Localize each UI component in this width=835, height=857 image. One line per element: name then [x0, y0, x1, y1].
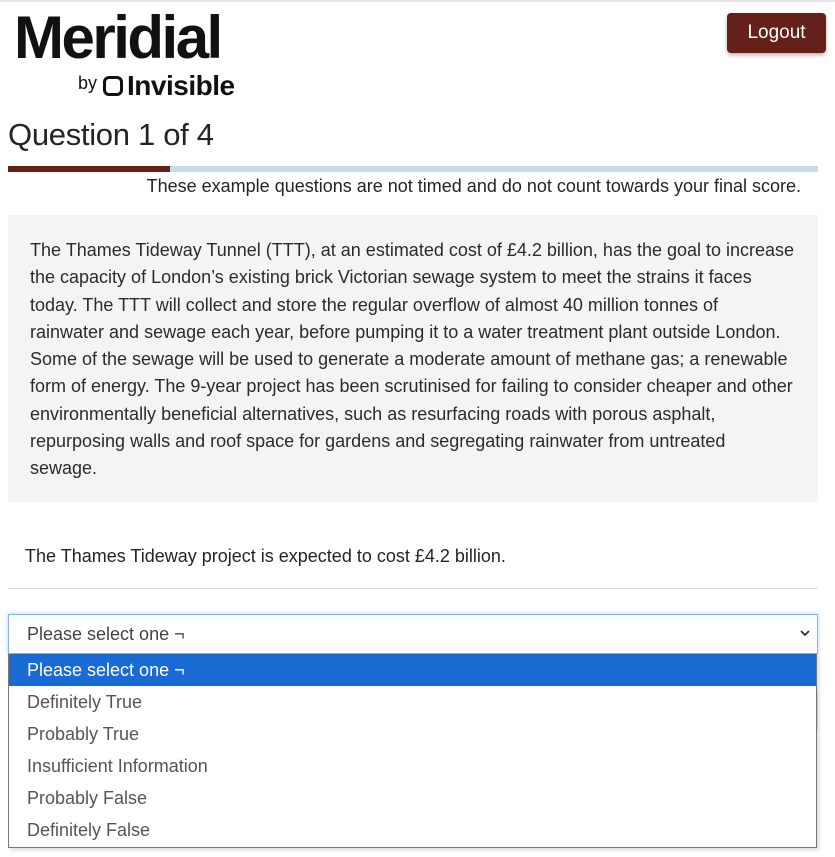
practice-notice: These example questions are not timed and do not count towards your final score. [146, 176, 801, 196]
invisible-ring-icon [103, 76, 123, 96]
logo-brand-text: Invisible [127, 70, 235, 101]
question-title: Question 1 of 4 [8, 117, 214, 152]
logout-button[interactable]: Logout [727, 13, 826, 53]
option-probably-true[interactable]: Probably True [27, 723, 140, 744]
option-insufficient-information[interactable]: Insufficient Information [27, 755, 208, 776]
answer-select-value: Please select one ¬ [27, 623, 185, 644]
option-probably-false[interactable]: Probably False [27, 787, 148, 808]
option-definitely-false[interactable]: Definitely False [27, 819, 151, 840]
answer-dropdown-list [8, 654, 817, 848]
answer-select[interactable] [8, 614, 818, 654]
meridial-logo [14, 6, 254, 102]
logo-by-text: by [78, 72, 98, 93]
logo-wordmark: Meridial [14, 4, 221, 71]
divider [8, 588, 818, 589]
logo-subtitle [78, 70, 235, 102]
progress-bar [8, 166, 818, 172]
option-definitely-true[interactable]: Definitely True [27, 691, 143, 712]
passage-text: The Thames Tideway Tunnel (TTT), at an estimated cost of £4.2 billion, has the goal to increase the capacity of London’s existing brick Victorian sewage system to meet the strains it faces today. The TTT will collect and store the regular overflow of almost 40 million tonnes of rainwater and sewage each year, before pumping it to a water treatment plant outside London. Some of the sewage will be used to generate a moderate amount of methane gas; a renewable form of energy. The 9-year project has been scrutinised for failing to consider cheaper and other environmentally beneficial alternatives, such as resurfacing roads with porous asphalt, repurposing walls and roof space for gardens and segregating rainwater from untreated sewage. [8, 215, 818, 502]
progress-bar-fill [8, 166, 170, 172]
top-border [0, 0, 835, 2]
chevron-down-icon [799, 627, 811, 639]
option-please-select[interactable]: Please select one ¬ [9, 654, 816, 686]
question-statement: The Thames Tideway project is expected to cost £4.2 billion. [25, 546, 506, 566]
